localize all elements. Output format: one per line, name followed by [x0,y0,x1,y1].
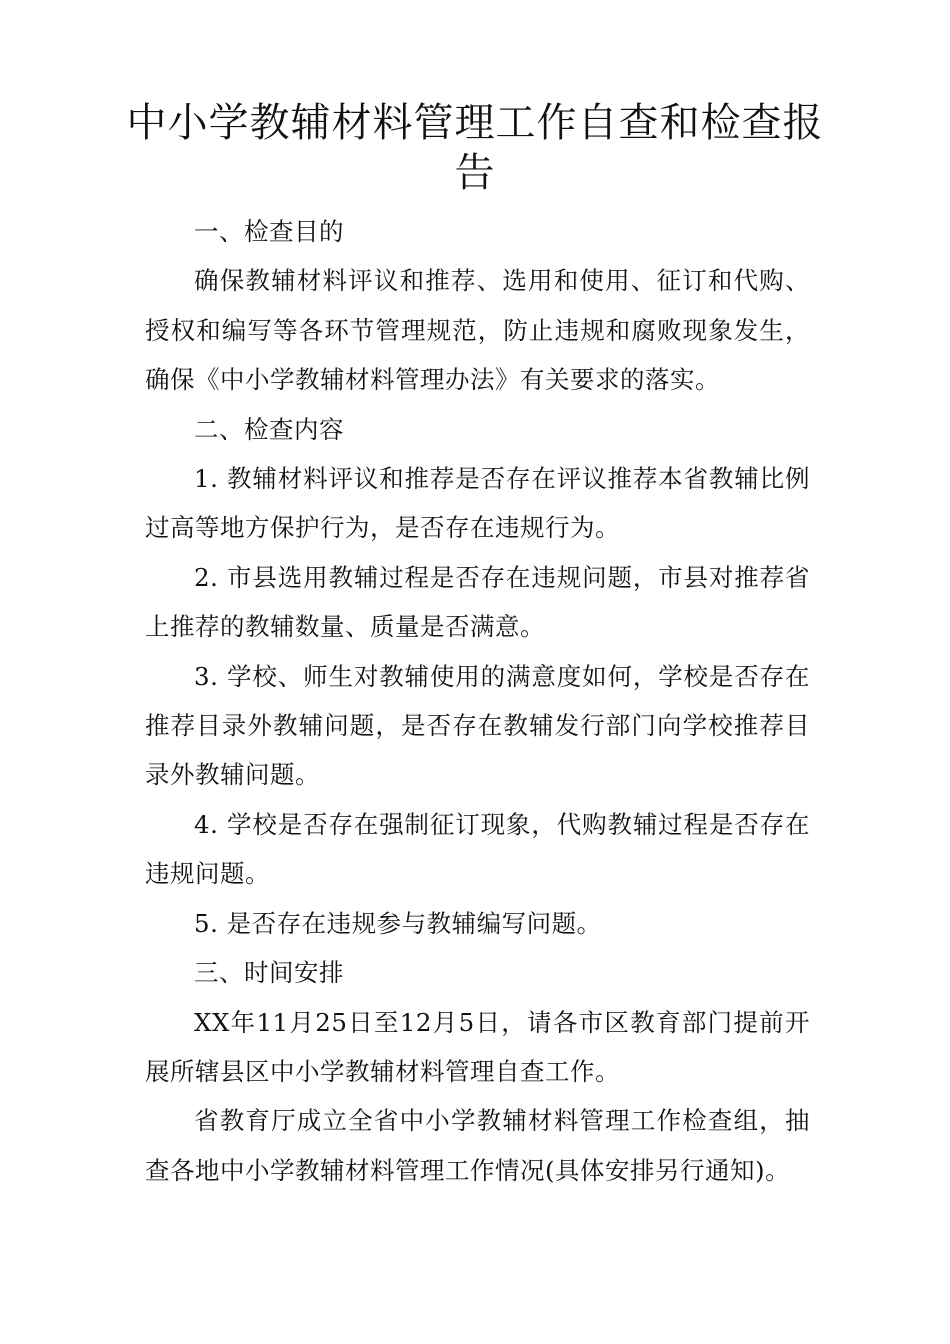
content-item-3: 3. 学校、师生对教辅使用的满意度如何，学校是否存在推荐目录外教辅问题，是否存在教辅发行部门向学校推荐目录外教辅问题。 [145,661,810,790]
schedule-paragraph-1: XX年11月25日至12月5日，请各市区教育部门提前开展所辖县区中小学教辅材料管理自查工作。 [145,1007,810,1086]
content-item-2: 2. 市县选用教辅过程是否存在违规问题，市县对推荐省上推荐的教辅数量、质量是否满意。 [145,562,810,642]
document-body [145,207,810,1195]
content-item-5: 5. 是否存在违规参与教辅编写问题。 [194,908,602,938]
paragraph-purpose: 确保教辅材料评议和推荐、选用和使用、征订和代购、授权和编写等各环节管理规范，防止违规和腐败现象发生，确保《中小学教辅材料管理办法》有关要求的落实。 [145,266,810,395]
section-heading-schedule: 三、时间安排 [194,958,344,988]
document-title: 中小学教辅材料管理工作自查和检查报告 [126,100,824,196]
section-heading-content: 二、检查内容 [194,414,344,444]
content-item-4: 4. 学校是否存在强制征订现象，代购教辅过程是否存在违规问题。 [145,809,810,889]
schedule-paragraph-2: 省教育厅成立全省中小学教辅材料管理工作检查组，抽查各地中小学教辅材料管理工作情况(具体安排另行通知)。 [145,1106,810,1185]
content-item-1: 1. 教辅材料评议和推荐是否存在评议推荐本省教辅比例过高等地方保护行为，是否存在违规行为。 [145,464,810,543]
section-heading-purpose: 一、检查目的 [194,217,344,246]
